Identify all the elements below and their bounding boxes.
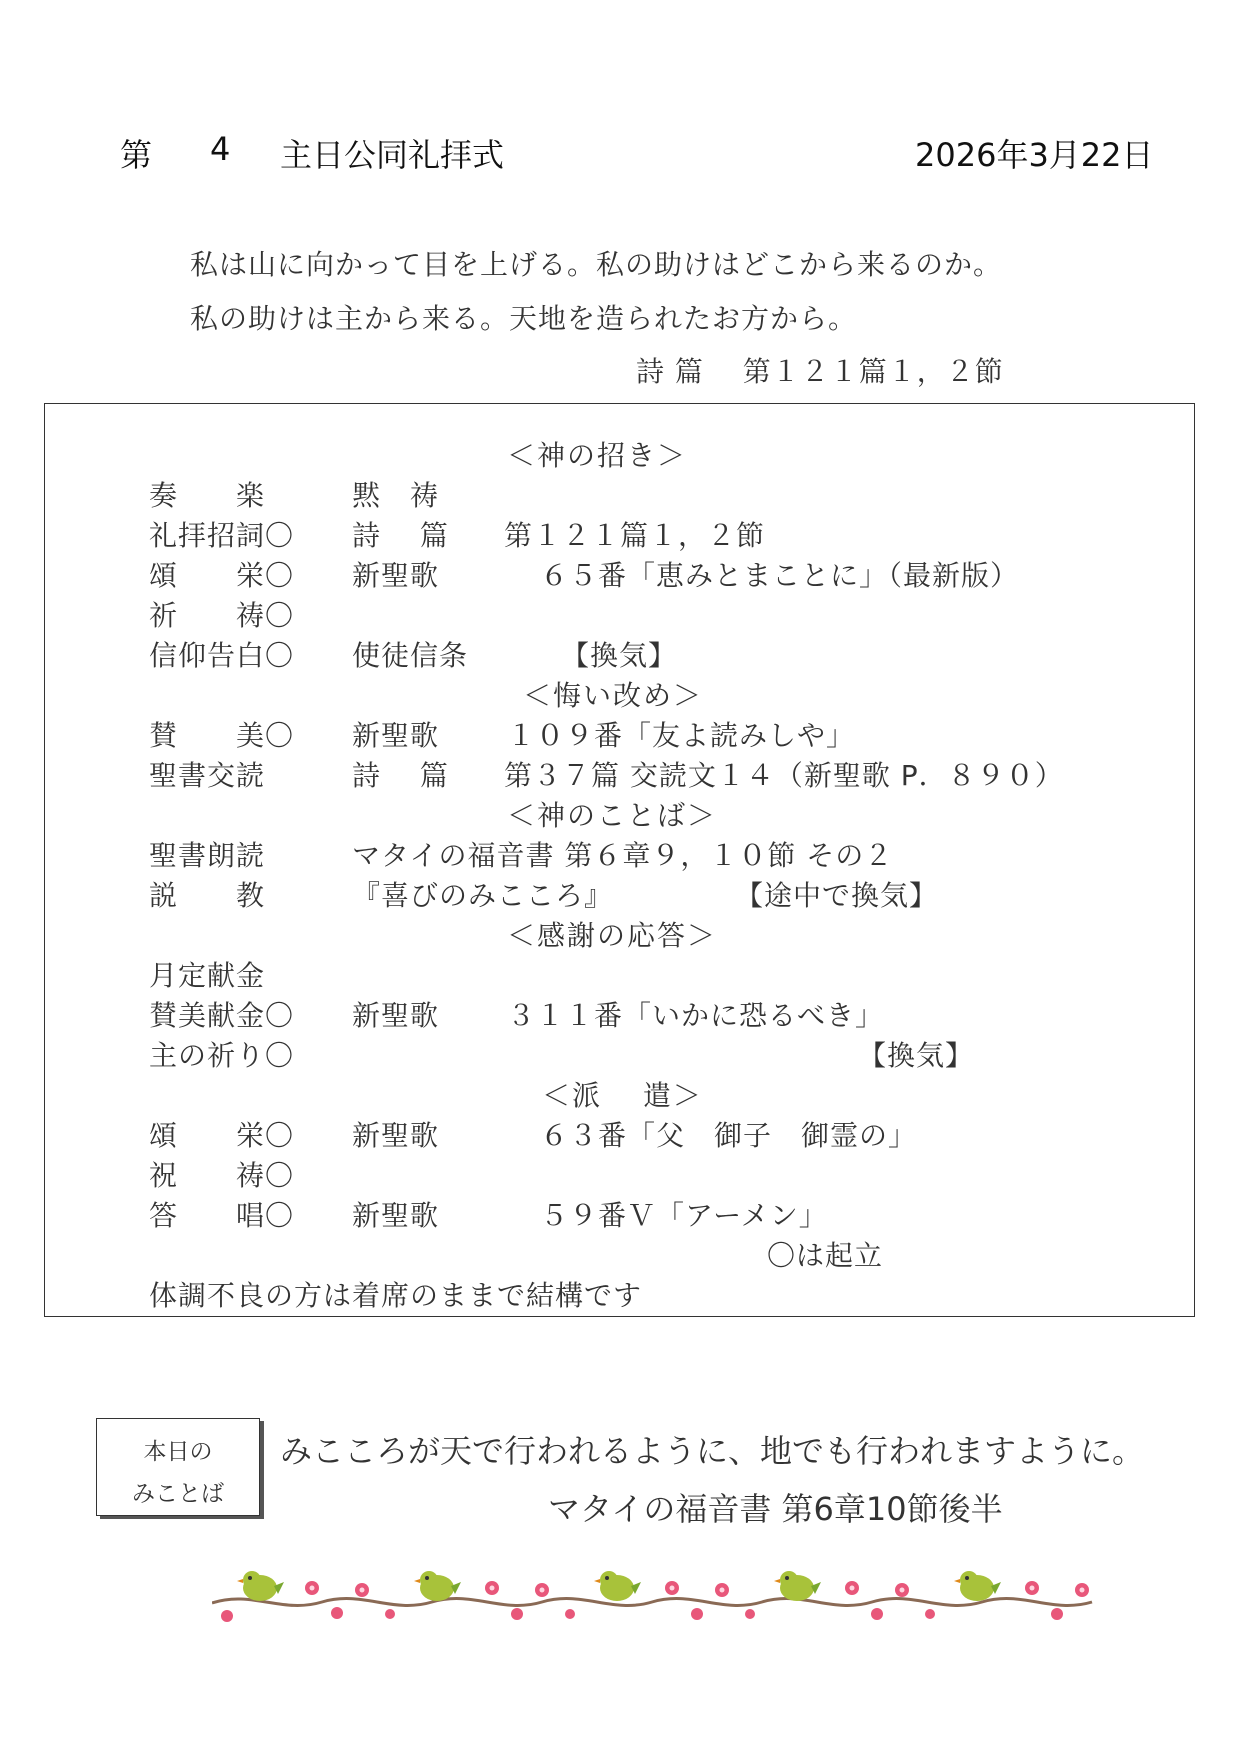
header-number: 4	[210, 130, 231, 168]
row-label: 説 教	[149, 879, 266, 912]
row-label: 賛美献金〇	[149, 999, 295, 1032]
today-word-reference: マタイの福音書 第6章10節後半	[548, 1490, 1003, 1528]
row-detail: 第３７篇 交読文１４（新聖歌 P．８９０）	[504, 759, 1064, 792]
row-detail: １０９番「友よ読みしや」	[507, 719, 856, 752]
section-repentance: ＜悔い改め＞	[523, 679, 704, 712]
row-col2: 詩 篇	[352, 519, 449, 552]
row-detail: ３１１番「いかに恐るべき」	[507, 999, 885, 1032]
order-of-worship-box	[44, 403, 1195, 1317]
row-label: 賛 美〇	[149, 719, 295, 752]
bird-icon	[954, 1571, 1001, 1601]
row-col2: 使徒信条	[352, 639, 469, 672]
closing-note: 体調不良の方は着席のままで結構です	[149, 1279, 643, 1312]
today-word-label-line2: みことば	[132, 1481, 224, 1507]
bird-icon	[774, 1571, 821, 1601]
standing-note: 〇は起立	[767, 1239, 884, 1272]
section-invitation: ＜神の招き＞	[507, 439, 688, 472]
section-word: ＜神のことば＞	[507, 799, 718, 832]
row-label: 祝 祷〇	[149, 1159, 295, 1192]
row-label: 頌 栄〇	[149, 1119, 295, 1152]
row-col2: 新聖歌	[352, 1119, 440, 1152]
row-label: 答 唱〇	[149, 1199, 295, 1232]
bird-icon	[414, 1571, 461, 1601]
today-word-label-line1: 本日の	[143, 1439, 213, 1465]
branch-line	[212, 1599, 1092, 1606]
today-word-text: みこころが天で行われるように、地でも行われますように。	[280, 1432, 1145, 1470]
row-col2: 黙 祷	[352, 479, 440, 512]
row-label: 聖書交読	[149, 759, 266, 792]
row-detail: ６５番「恵みとまことに」（最新版）	[540, 559, 1020, 592]
row-col2: 『喜びのみこころ』	[352, 879, 614, 912]
opening-verse-reference: 詩 篇 第１２１篇１，２節	[636, 355, 1004, 388]
row-label: 頌 栄〇	[149, 559, 295, 592]
row-label: 月定献金	[149, 959, 266, 992]
row-label: 信仰告白〇	[149, 639, 295, 672]
bird-icon	[594, 1571, 641, 1601]
service-date: 2026年3月22日	[915, 136, 1154, 174]
page-title: 主日公同礼拝式	[280, 136, 505, 174]
row-col2: 新聖歌	[352, 719, 440, 752]
header-no-label: 第	[120, 136, 153, 174]
row-detail: ５９番Ｖ「アーメン」	[540, 1199, 828, 1232]
opening-verse-line1: 私は山に向かって目を上げる。私の助けはどこから来るのか。	[190, 248, 1003, 281]
row-detail: 【換気】	[858, 1039, 975, 1072]
today-word-label-box	[96, 1418, 260, 1516]
bird-and-blossom-border	[212, 1548, 1112, 1648]
row-col2: 詩 篇	[352, 759, 449, 792]
row-label: 聖書朗読	[149, 839, 266, 872]
row-detail: 【換気】	[561, 639, 678, 672]
section-sending: ＜派 遣＞	[542, 1079, 703, 1112]
row-col2: マタイの福音書 第６章９，１０節 その２	[352, 839, 894, 872]
row-detail: 【途中で換気】	[735, 879, 939, 912]
row-detail: ６３番「父 御子 御霊の」	[540, 1119, 918, 1152]
row-col2: 新聖歌	[352, 999, 440, 1032]
row-col2: 新聖歌	[352, 559, 440, 592]
row-label: 奏 楽	[149, 479, 266, 512]
row-label: 主の祈り〇	[149, 1039, 295, 1072]
row-col2: 新聖歌	[352, 1199, 440, 1232]
section-response: ＜感謝の応答＞	[507, 919, 718, 952]
bird-icon	[237, 1571, 284, 1601]
row-label: 礼拝招詞〇	[149, 519, 295, 552]
opening-verse-line2: 私の助けは主から来る。天地を造られたお方から。	[190, 302, 858, 335]
row-detail: 第１２１篇１，２節	[504, 519, 766, 552]
row-label: 祈 祷〇	[149, 599, 295, 632]
